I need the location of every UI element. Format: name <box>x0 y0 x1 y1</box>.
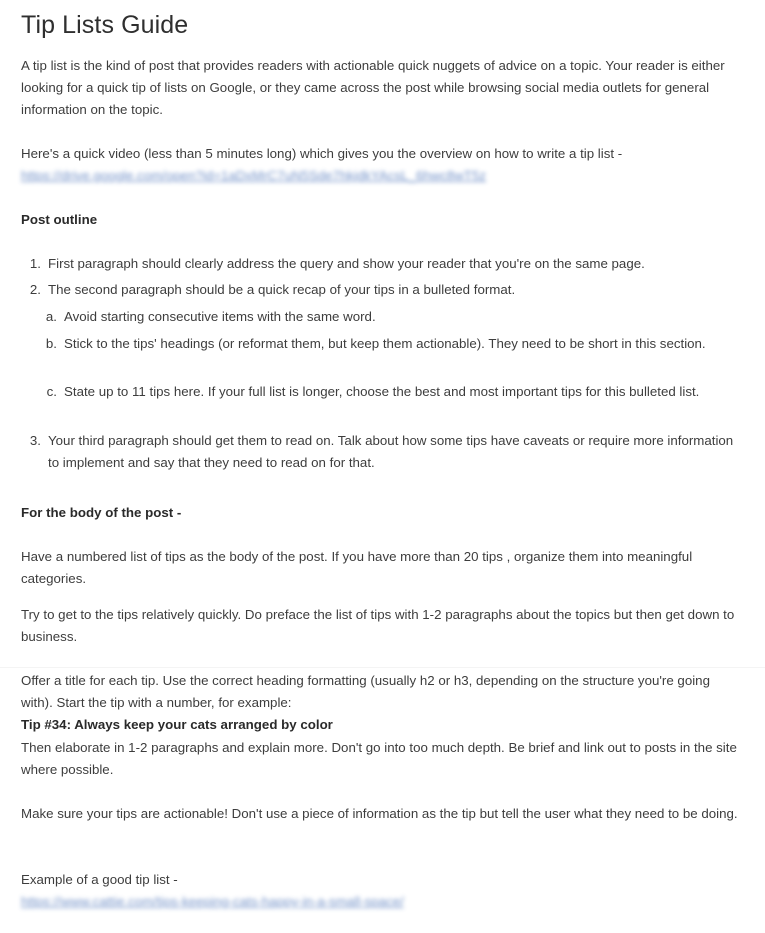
example-link[interactable]: https://www.cattie.com/tips-keeping-cats-happy-in-a-small-space/ <box>21 894 404 909</box>
section-divider <box>0 667 765 668</box>
list-marker: b. <box>45 336 57 351</box>
body-heading: For the body of the post - <box>21 505 182 520</box>
example-paragraph <box>21 869 741 913</box>
list-item-text: Your third paragraph should get them to read on. Talk about how some tips have caveats or require more information to implement and say that they need to read on for that. <box>48 433 734 470</box>
outline-heading: Post outline <box>21 212 98 227</box>
list-item-text: Avoid starting consecutive items with the same word. <box>64 309 376 324</box>
page-title: Tip Lists Guide <box>21 11 189 39</box>
video-text: Here's a quick video (less than 5 minutes long) which gives you the overview on how to write a tip list - <box>21 146 623 161</box>
body-paragraph-3: Offer a title for each tip. Use the correct heading formatting (usually h2 or h3, depending on the structure you're going with). Start the tip with a number, for example: <box>21 673 710 710</box>
list-marker: 1. <box>29 256 41 271</box>
body-paragraph-1: Have a numbered list of tips as the body of the post. If you have more than 20 tips , organize them into meaningful categories. <box>21 549 693 586</box>
list-item-text: State up to 11 tips here. If your full list is longer, choose the best and most important tips for this bulleted list. <box>64 384 700 399</box>
list-item-text: The second paragraph should be a quick recap of your tips in a bulleted format. <box>48 282 516 297</box>
list-item-text: Stick to the tips' headings (or reformat them, but keep them actionable). They need to be short in this section. <box>64 336 706 351</box>
list-marker: 3. <box>29 433 41 448</box>
list-marker: c. <box>46 384 57 399</box>
video-link[interactable]: https://drive.google.com/open?id=1aDxMrC7uN5Sde7hkjdkYAcsL_6hwc8wT5z <box>21 168 487 183</box>
video-paragraph <box>21 143 741 187</box>
example-label: Example of a good tip list - <box>21 872 178 887</box>
list-marker: a. <box>45 309 57 324</box>
example-tip-heading: Tip #34: Always keep your cats arranged by color <box>21 717 333 732</box>
body-paragraph-5: Make sure your tips are actionable! Don't use a piece of information as the tip but tell the user what they need to be doing. <box>21 806 738 821</box>
body-paragraph-2: Try to get to the tips relatively quickly. Do preface the list of tips with 1-2 paragraphs about the topics but then get down to business. <box>21 607 735 644</box>
intro-paragraph: A tip list is the kind of post that provides readers with actionable quick nuggets of advice on a topic. Your reader is either looking for a quick tip of lists on Google, or they came across the post while browsing social media outlets for general information on the topic. <box>21 58 725 117</box>
list-item-text: First paragraph should clearly address the query and show your reader that you're on the same page. <box>48 256 645 271</box>
body-paragraph-4: Then elaborate in 1-2 paragraphs and explain more. Don't go into too much depth. Be brief and link out to posts in the site where possible. <box>21 740 737 777</box>
list-marker: 2. <box>29 282 41 297</box>
